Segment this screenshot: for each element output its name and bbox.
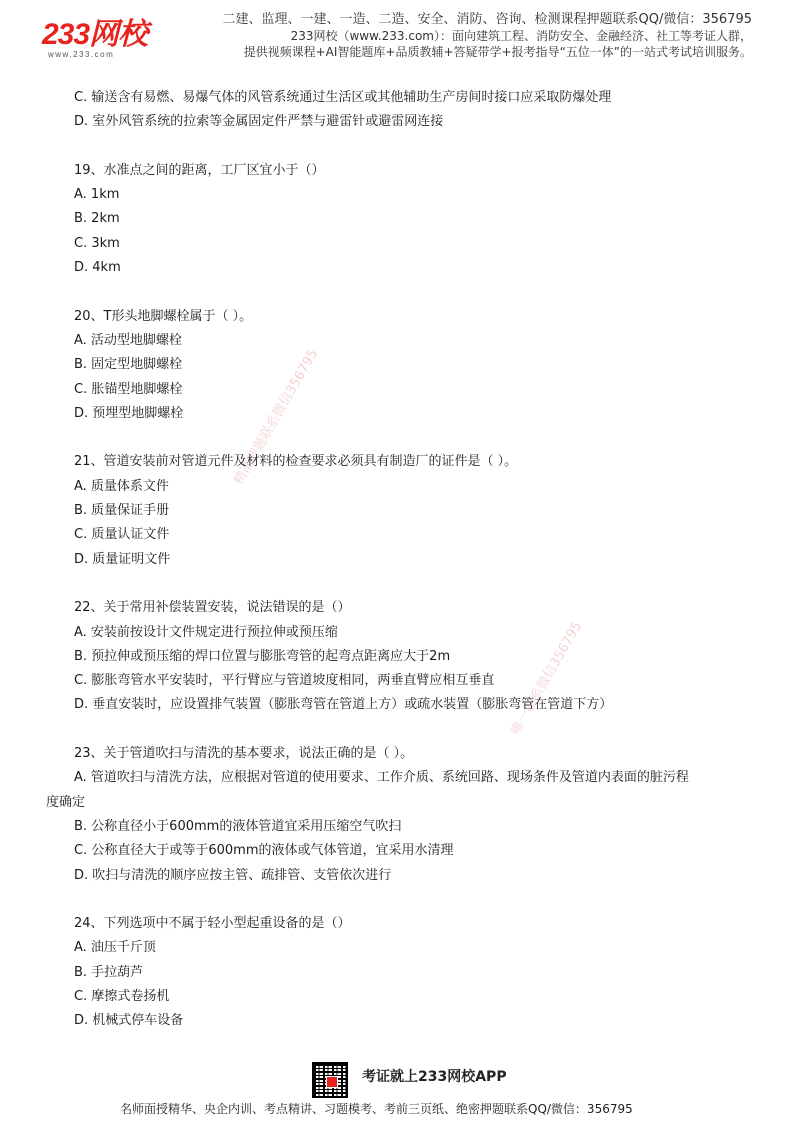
option-c: C. 质量认证文件 (74, 527, 170, 543)
option-b: B. 2km (74, 211, 120, 227)
logo-text: 233网校 (42, 18, 148, 51)
question-23 (46, 742, 750, 888)
option-b: B. 固定型地脚螺栓 (74, 357, 183, 373)
page-footer (0, 1062, 800, 1131)
option-a: A. 安装前按设计文件规定进行预拉伸或预压缩 (74, 624, 338, 640)
option-d: D. 垂直安装时，应设置排气装置（膨胀弯管在管道上方）或疏水装置（膨胀弯管在管道下方） (74, 697, 613, 713)
header-contact-line: 二建、监理、一建、一造、二造、安全、消防、咨询、检测课程押题联系QQ/微信：356795 (222, 12, 752, 27)
option-c: C. 3km (74, 235, 120, 251)
question-stem: 23、关于管道吹扫与清洗的基本要求，说法正确的是（ ）。 (74, 746, 414, 762)
option-b: B. 质量保证手册 (74, 503, 170, 519)
question-22 (74, 596, 750, 717)
option-c: C. 胀锚型地脚螺栓 (74, 381, 183, 397)
option-b: B. 公称直径小于600mm的液体管道宜采用压缩空气吹扫 (74, 818, 402, 834)
option-a: A. 1km (74, 187, 120, 203)
option-c: C. 公称直径大于或等于600mm的液体或气体管道，宜采用水清理 (74, 843, 454, 859)
question-stem: 21、管道安装前对管道元件及材料的检查要求必须具有制造厂的证件是（ ）。 (74, 454, 518, 470)
question-stem: 22、关于常用补偿装置安装，说法错误的是（） (74, 600, 351, 616)
option-a: A. 油压千斤顶 (74, 940, 156, 956)
option-d: D. 室外风管系统的拉索等金属固定件严禁与避雷针或避雷网连接 (74, 114, 444, 130)
option-b: B. 手拉葫芦 (74, 964, 144, 980)
option-a: A. 质量体系文件 (74, 478, 169, 494)
brand-logo (42, 20, 162, 60)
option-d: D. 机械式停车设备 (74, 1013, 184, 1029)
question-stem: 24、下列选项中不属于轻小型起重设备的是（） (74, 916, 351, 932)
option-c: C. 膨胀弯管水平安装时，平行臂应与管道坡度相同，两垂直臂应相互垂直 (74, 673, 495, 689)
question-18-continued (74, 86, 750, 135)
question-stem: 19、水准点之间的距离，工厂区宜小于（） (74, 162, 325, 178)
question-20 (74, 305, 750, 426)
watermark: 唯一联系微信356795 (508, 619, 586, 738)
page-header (0, 0, 800, 70)
question-21 (74, 450, 750, 571)
question-19 (74, 159, 750, 280)
option-a-continued: 度确定 (46, 794, 86, 810)
qr-code-icon[interactable] (312, 1062, 348, 1098)
option-d: D. 吹扫与清洗的顺序应按主管、疏排管、支管依次进行 (74, 867, 392, 883)
header-intro-line: 233网校（www.233.com）：面向建筑工程、消防安全、金融经济、社工等考证人群， (290, 29, 752, 43)
logo-url: www.233.com (48, 50, 115, 59)
header-service-line: 提供视频课程+AI智能题库+品质教辅+答疑带学+报考指导“五位一体”的一站式考试培训服务。 (243, 45, 752, 59)
app-promo-title: 考证就上233网校APP (362, 1069, 507, 1085)
footer-contact-line: 名师面授精华、央企内训、考点精讲、习题模考、考前三页纸、绝密押题联系QQ/微信：356795 (120, 1102, 633, 1116)
option-a: A. 活动型地脚螺栓 (74, 332, 182, 348)
option-d: D. 4km (74, 260, 121, 276)
option-b: B. 预拉伸或预压缩的焊口位置与膨胀弯管的起弯点距离应大于2m (74, 648, 451, 664)
option-c: C. 输送含有易燃、易爆气体的风管系统通过生活区或其他辅助生产房间时接口应采取防爆处理 (74, 90, 612, 105)
watermark: 精准押题联系微信356795 (231, 346, 322, 488)
option-c: C. 摩擦式卷扬机 (74, 988, 170, 1004)
option-d: D. 质量证明文件 (74, 551, 171, 567)
option-d: D. 预埋型地脚螺栓 (74, 405, 184, 421)
question-24 (74, 912, 750, 1033)
option-a: A. 管道吹扫与清洗方法，应根据对管道的使用要求、工作介质、系统回路、现场条件及管道内表面的脏污程 (74, 770, 689, 786)
question-stem: 20、T形头地脚螺栓属于（ ）。 (74, 308, 253, 324)
question-list (46, 86, 750, 1034)
